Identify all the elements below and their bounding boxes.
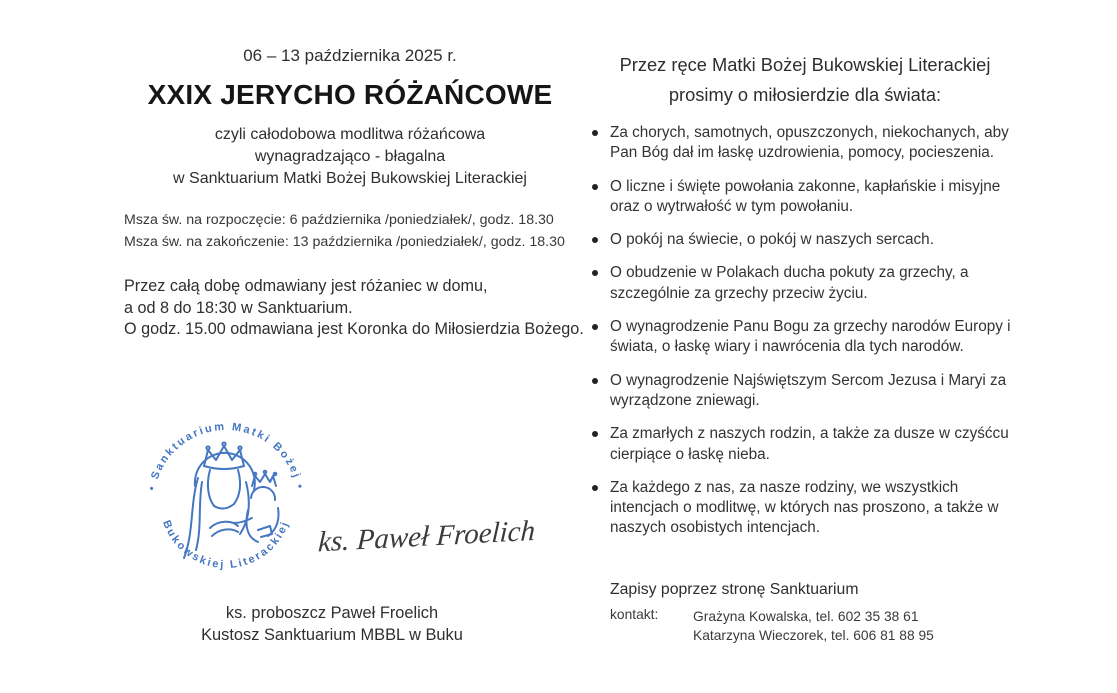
stamp-bottom-text: Bukowskiej Literackiej (160, 518, 292, 572)
contact-block (588, 607, 1022, 645)
signer-name: ks. proboszcz Paweł Froelich (225, 604, 439, 622)
contact-person: Grażyna Kowalska, tel. 602 35 38 61 (693, 608, 919, 624)
intentions-heading-line: prosimy o miłosierdzie dla świata: (668, 84, 942, 105)
stamp-top-text: • Sanktuarium Matki Bożej • (145, 420, 307, 492)
left-column (110, 46, 590, 341)
event-date-range: 06 – 13 października 2025 r. (243, 46, 457, 65)
priest-signature: ks. Paweł Froelich (317, 514, 536, 559)
signer-block (132, 602, 532, 646)
subtitle (110, 124, 590, 190)
signer-role: Kustosz Sanktuarium MBBL w Buku (201, 626, 463, 644)
contact-lines (693, 607, 934, 645)
intention-item: O obudzenie w Polakach ducha pokuty za grzechy, a szczególnie za grzechy przeciw życiu. (588, 263, 1022, 304)
madonna-and-child-icon (184, 442, 279, 558)
intentions-heading (588, 50, 1022, 110)
mass-closing-line: Msza św. na zakończenie: 13 października /poniedziałek/, godz. 18.30 (124, 233, 565, 250)
intentions-list (588, 123, 1022, 539)
rosary-schedule (110, 276, 590, 341)
intention-item: O liczne i święte powołania zakonne, kapłańskie i misyjne oraz o wytrwałość w tym powołaniu. (588, 177, 1022, 218)
schedule-line: a od 8 do 18:30 w Sanktuarium. (124, 298, 353, 317)
page-title: XXIX JERYCHO RÓŻAŃCOWE (147, 79, 553, 110)
intention-item: O pokój na świecie, o pokój w naszych sercach. (588, 230, 1022, 250)
subtitle-line: w Sanktuarium Matki Bożej Bukowskiej Literackiej (173, 170, 527, 187)
intention-item: O wynagrodzenie Panu Bogu za grzechy narodów Europy i świata, o łaskę wiary i nawrócenia dla tych narodów. (588, 317, 1022, 358)
intentions-heading-line: Przez ręce Matki Bożej Bukowskiej Literackiej (619, 54, 991, 75)
intention-item: O wynagrodzenie Najświętszym Sercom Jezusa i Maryi za wyrządzone zniewagi. (588, 371, 1022, 412)
signup-note: Zapisy poprzez stronę Sanktuarium (610, 580, 859, 598)
subtitle-line: czyli całodobowa modlitwa różańcowa (214, 126, 486, 143)
contact-person: Katarzyna Wieczorek, tel. 606 81 88 95 (693, 627, 934, 643)
contact-label: kontakt: (610, 606, 659, 622)
schedule-line: Przez całą dobę odmawiany jest różaniec w domu, (124, 277, 488, 295)
subtitle-line: wynagradzająco - błagalna (254, 148, 446, 165)
intention-item: Za zmarłych z naszych rodzin, a także za dusze w czyśćcu cierpiące o łaskę nieba. (588, 424, 1022, 465)
right-column (588, 50, 1022, 645)
schedule-line: O godz. 15.00 odmawiana jest Koronka do Miłosierdzia Bożego. (124, 320, 584, 338)
sanctuary-stamp (140, 410, 312, 588)
mass-opening-line: Msza św. na rozpoczęcie: 6 października /poniedziałek/, godz. 18.30 (124, 212, 554, 228)
intention-item: Za chorych, samotnych, opuszczonych, niekochanych, aby Pan Bóg dał im łaskę uzdrowienia, pomocy, pocieszenia. (588, 123, 1022, 164)
mass-times (110, 210, 590, 253)
sanctuary-stamp-graphic (140, 410, 312, 588)
intention-item: Za każdego z nas, za nasze rodziny, we wszystkich intencjach o modlitwę, w których nas proszono, a także w naszych osobistych intencjach. (588, 478, 1022, 539)
